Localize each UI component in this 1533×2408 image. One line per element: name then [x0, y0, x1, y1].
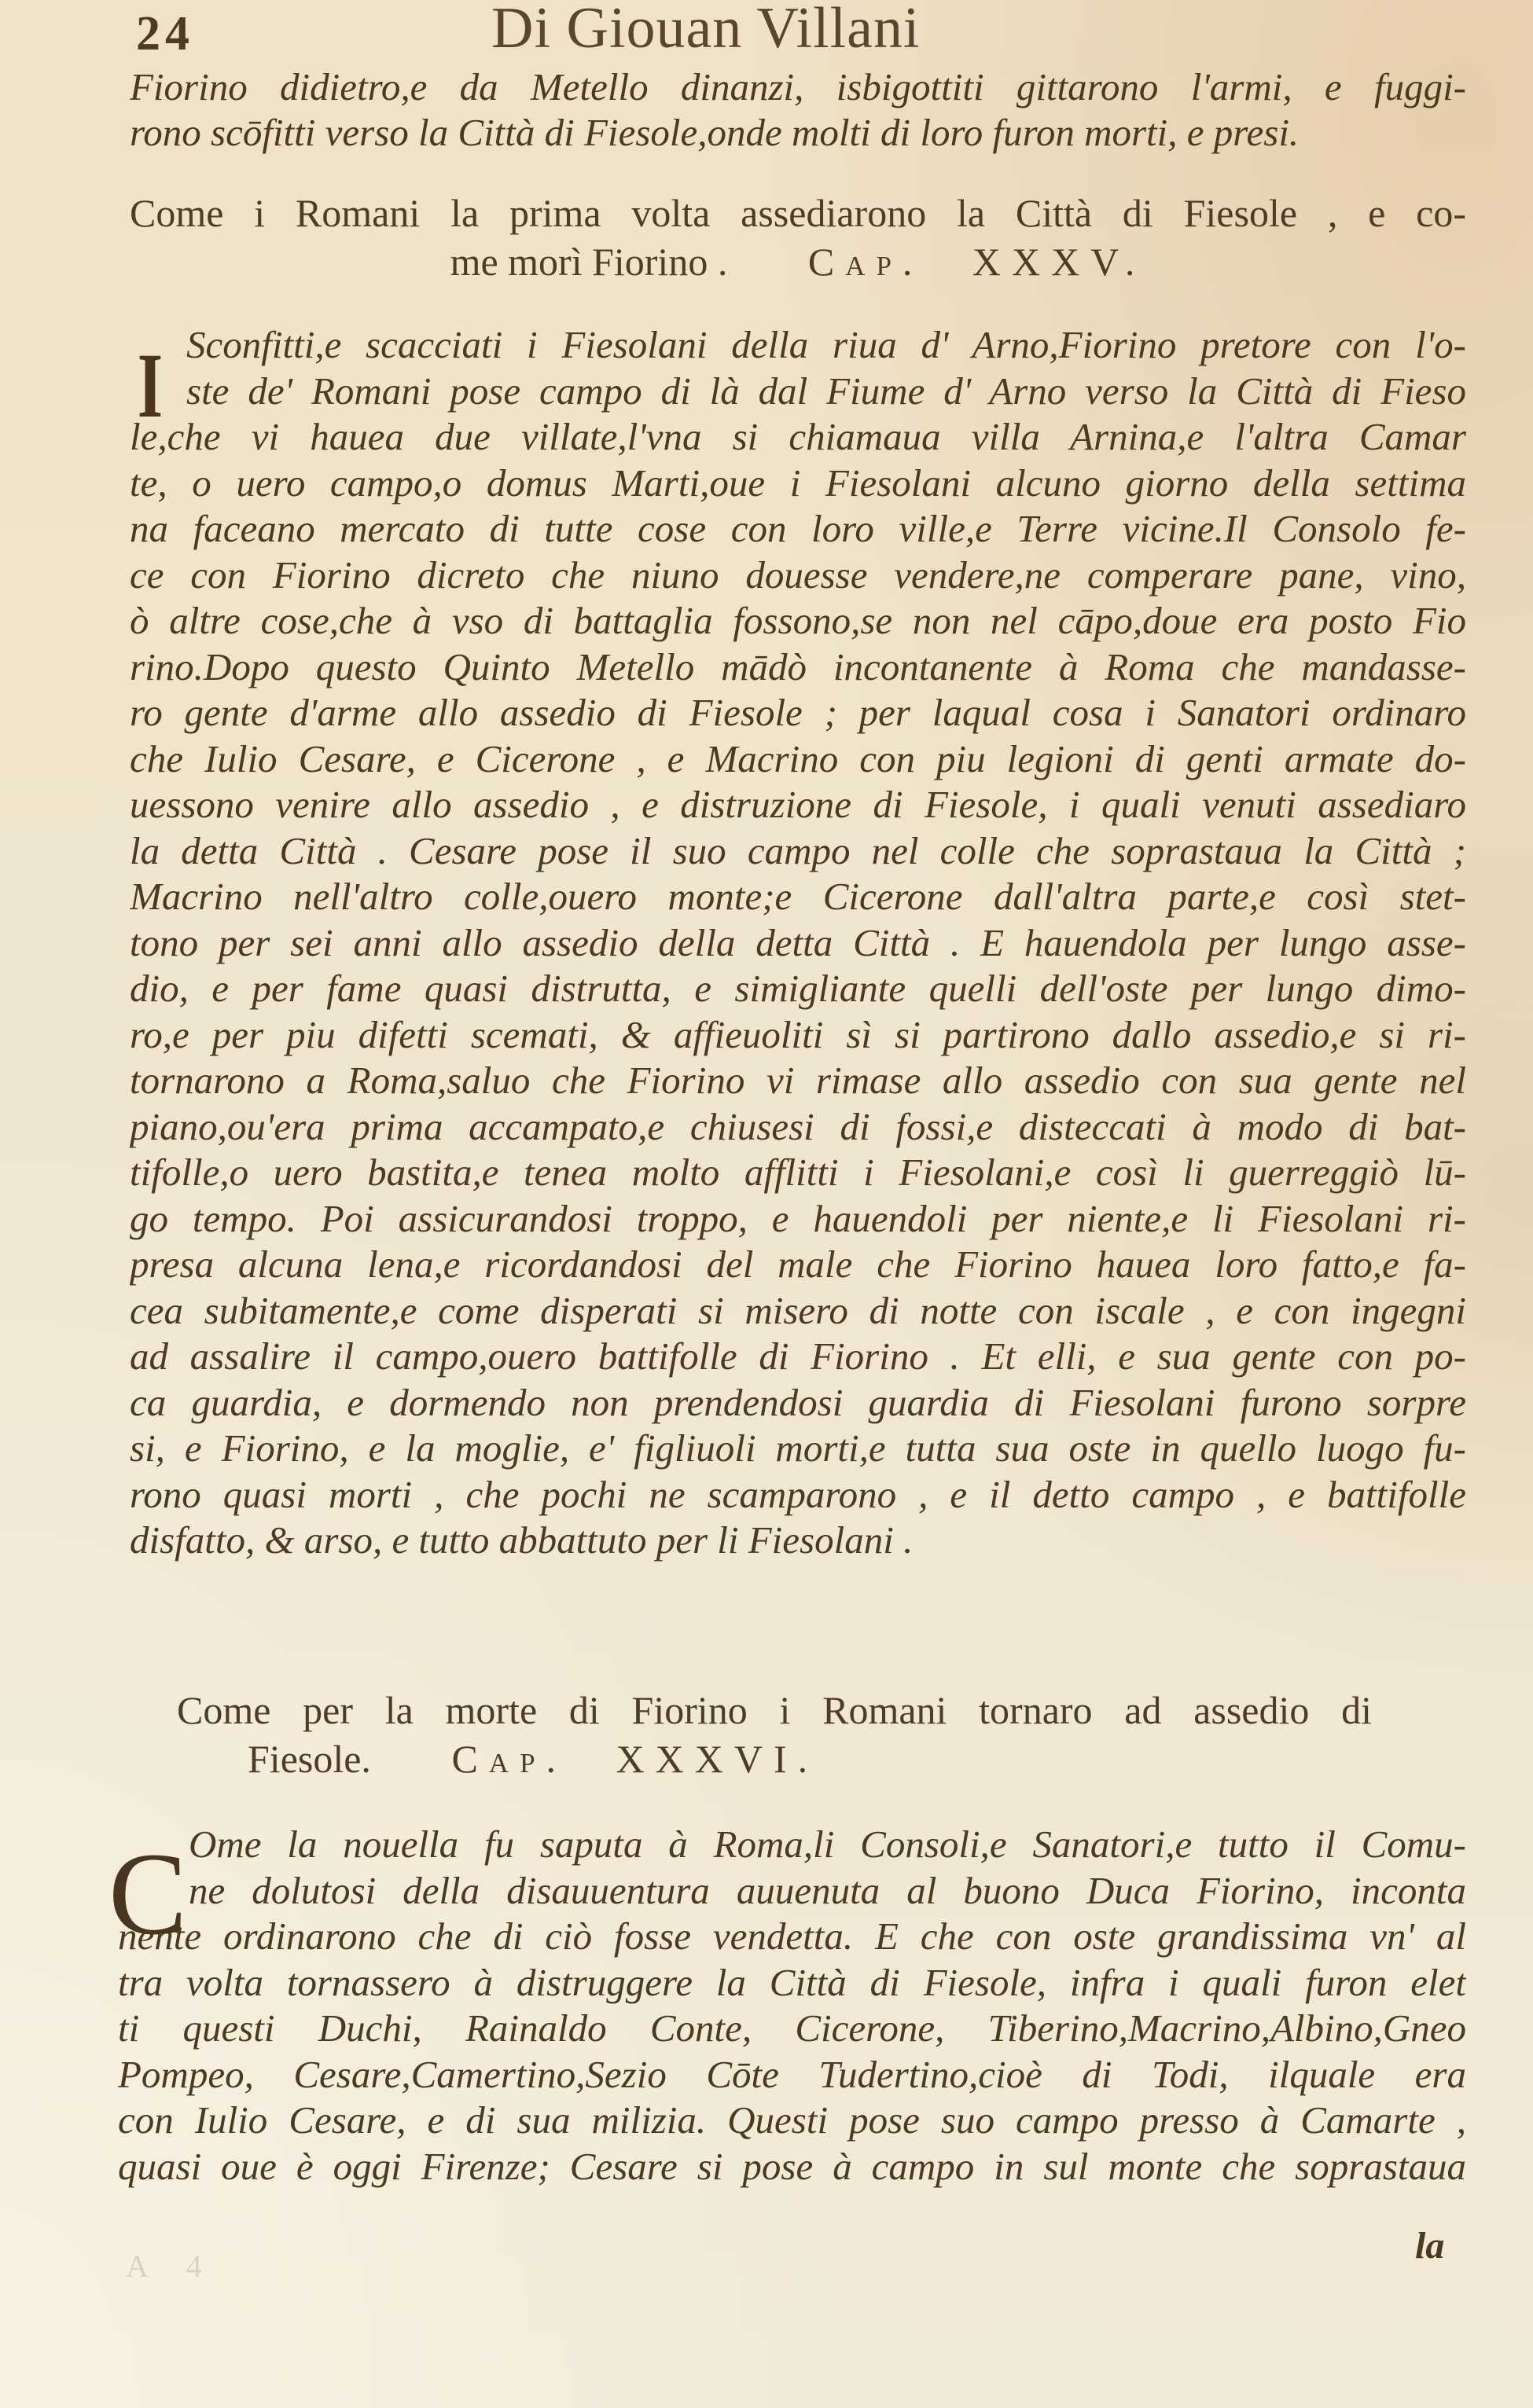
text-line: ad assalire il campo,ouero battifolle di Fiorino . Et elli, e sua gente con po- [130, 1334, 1466, 1378]
chapter-heading-line: Come i Romani la prima volta assediarono la Città di Fiesole , e co- [130, 191, 1466, 235]
text-line: Ome la nouella fu saputa à Roma,li Consoli,e Sanatori,e tutto il Comu- [189, 1823, 1466, 1866]
text-line: nente ordinarono che di ciò fosse vendetta. E che con oste grandissima vn' al [118, 1914, 1466, 1958]
text-line: tifolle,o uero bastita,e tenea molto afflitti i Fiesolani,e così li guerreggiò lū- [130, 1151, 1466, 1194]
chapter-35-body [130, 322, 1466, 1564]
running-title: Di Giouan Villani [491, 0, 921, 61]
chapter-36-heading [177, 1686, 1372, 1783]
text-line: tra volta tornassero à distruggere la Città di Fiesole, infra i quali furon elet [118, 1960, 1466, 2004]
chapter-number: XXXVI. [616, 1737, 819, 1781]
text-line: rono quasi morti , che pochi ne scamparono , e il detto campo , e battifolle [130, 1472, 1466, 1516]
text-line: disfatto, & arso, e tutto abbattuto per li Fiesolani . [130, 1518, 914, 1562]
text-line: ro,e per piu difetti scemati, & affieuoliti sì si partirono dallo assedio,e si ri- [130, 1012, 1466, 1056]
chapter-number: XXXV. [972, 240, 1146, 284]
text-line: na faceano mercato di tutte cose con loro ville,e Terre vicine.Il Consolo fe- [130, 507, 1466, 550]
text-line: go tempo. Poi assicurandosi troppo, e hauendoli per niente,e li Fiesolani ri- [130, 1196, 1466, 1240]
chapter-35-heading [130, 189, 1466, 286]
page-number: 24 [136, 7, 194, 61]
text-line: ro gente d'arme allo assedio di Fiesole ; per laqual cosa i Sanatori ordinaro [130, 691, 1466, 734]
text-line: quasi oue è oggi Firenze; Cesare si pose à campo in sul monte che soprastaua [118, 2144, 1466, 2188]
text-line: ste de' Romani pose campo di là dal Fiume d' Arno verso la Città di Fieso [186, 369, 1466, 413]
text-line: cea subitamente,e come disperati si misero di notte con iscale , e con ingegni [130, 1288, 1466, 1332]
bleed-through-mark: A 4 [126, 2248, 218, 2284]
text-line: ò altre cose,che à vso di battaglia fossono,se non nel cāpo,doue era posto Fio [130, 599, 1466, 642]
text-line: rono scōfitti verso la Città di Fiesole,onde molti di loro furon morti, e presi. [130, 111, 1300, 154]
text-line: Macrino nell'altro colle,ouero monte;e Cicerone dall'altra parte,e così stet- [130, 875, 1466, 918]
text-line: con Iulio Cesare, e di sua milizia. Questi pose suo campo presso à Camarte , [118, 2098, 1466, 2142]
text-line: che Iulio Cesare, e Cicerone , e Macrino con piu legioni di genti armate do- [130, 736, 1466, 780]
chapter-heading-text: Fiesole. [248, 1737, 371, 1781]
text-line: ne dolutosi della disauuentura auuenuta al buono Duca Fiorino, inconta [189, 1868, 1466, 1912]
text-line: te, o uero campo,o domus Marti,oue i Fiesolani alcuno giorno della settima [130, 461, 1466, 505]
text-line: Fiorino didietro,e da Metello dinanzi, isbigottiti gittarono l'armi, e fuggi- [130, 65, 1466, 108]
chapter-heading-line [130, 237, 1466, 286]
text-line: le,che vi hauea due villate,l'vna si chiamaua villa Arnina,e l'altra Camar [130, 415, 1466, 458]
text-line: ce con Fiorino dicreto che niuno douesse vendere,ne comperare pane, vino, [130, 552, 1466, 596]
text-line: ti questi Duchi, Rainaldo Conte, Cicerone, Tiberino,Macrino,Albino,Gneo [118, 2006, 1466, 2050]
chapter-label: Cap. [807, 240, 924, 284]
text-line: la detta Città . Cesare pose il suo campo nel colle che soprastaua la Città ; [130, 828, 1466, 872]
text-line: tornarono a Roma,saluo che Fiorino vi rimase allo assedio con sua gente nel [130, 1059, 1466, 1102]
chapter-heading-line [177, 1734, 1372, 1783]
drop-cap: I [137, 334, 164, 437]
chapter-heading-text: me morì Fiorino . [450, 240, 728, 284]
text-line: presa alcuna lena,e ricordandosi del male che Fiorino hauea loro fatto,e fa- [130, 1243, 1466, 1286]
chapter-label: Cap. [451, 1737, 568, 1781]
chapter-36-body [118, 1822, 1466, 2190]
drop-cap: C [108, 1829, 188, 1959]
text-line: Sconfitti,e scacciati i Fiesolani della riua d' Arno,Fiorino pretore con l'o- [186, 323, 1466, 366]
text-line: ca guardia, e dormendo non prendendosi guardia di Fiesolani furono sorpre [130, 1380, 1466, 1424]
text-line: dio, e per fame quasi distrutta, e simigliante quelli dell'oste per lungo dimo- [130, 967, 1466, 1010]
running-head [130, 0, 1466, 63]
text-line: piano,ou'era prima accampato,e chiusesi di fossi,e disteccati à modo di bat- [130, 1104, 1466, 1148]
chapter-heading-line: Come per la morte di Fiorino i Romani tornaro ad assedio di [177, 1688, 1372, 1732]
opening-paragraph [130, 64, 1466, 156]
text-line: Pompeo, Cesare,Camertino,Sezio Cōte Tudertino,cioè di Todi, ilquale era [118, 2052, 1466, 2096]
text-line: uessono venire allo assedio , e distruzione di Fiesole, i quali venuti assediaro [130, 783, 1466, 826]
text-line: tono per sei anni allo assedio della detta Città . E hauendola per lungo asse- [130, 920, 1466, 964]
text-line: si, e Fiorino, e la moglie, e' figliuoli morti,e tutta sua oste in quello luogo fu- [130, 1426, 1466, 1470]
catchword: la [1415, 2225, 1445, 2267]
text-line: rino.Dopo questo Quinto Metello mādò incontanente à Roma che mandasse- [130, 644, 1466, 688]
